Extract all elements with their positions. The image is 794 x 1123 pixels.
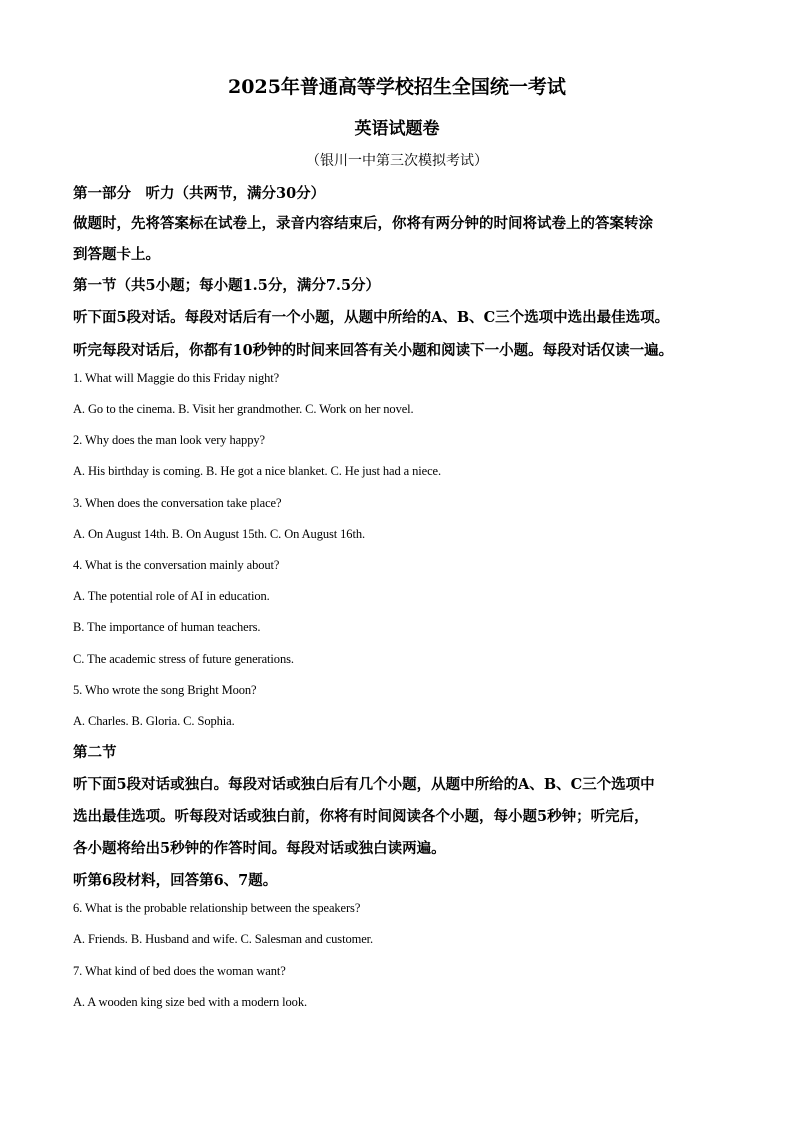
section1-instruction-line1: 听下面5段对话。每段对话后有一个小题，从题中所给的A、B、C三个选项中选出最佳选项。 — [73, 309, 670, 326]
section2-heading: 第二节 — [73, 744, 117, 761]
school-note: （银川一中第三次模拟考试） — [306, 153, 488, 169]
question-1-options: A. Go to the cinema. B. Visit her grandmother. C. Work on her novel. — [73, 402, 414, 416]
part1-instruction-line2: 到答题卡上。 — [73, 246, 160, 263]
exam-subtitle: 英语试题卷 — [354, 119, 440, 139]
exam-title: 2025年普通高等学校招生全国统一考试 — [228, 76, 566, 98]
question-3: 3. When does the conversation take place? — [73, 496, 282, 510]
question-4-option-a: A. The potential role of AI in education. — [73, 589, 270, 603]
part1-instruction-line1: 做题时，先将答案标在试卷上，录音内容结束后，你将有两分钟的时间将试卷上的答案转涂 — [73, 215, 653, 232]
section1-heading: 第一节（共5小题；每小题1.5分，满分7.5分） — [73, 277, 381, 294]
question-4-option-b: B. The importance of human teachers. — [73, 620, 261, 634]
question-2-options: A. His birthday is coming. B. He got a nice blanket. C. He just had a niece. — [73, 464, 442, 478]
question-3-options: A. On August 14th. B. On August 15th. C. On August 16th. — [73, 527, 366, 541]
part1-heading: 第一部分 听力（共两节，满分30分） — [73, 185, 326, 202]
question-2: 2. Why does the man look very happy? — [73, 433, 265, 447]
question-5-options: A. Charles. B. Gloria. C. Sophia. — [73, 714, 235, 728]
section2-instruction-line1: 听下面5段对话或独白。每段对话或独白后有几个小题，从题中所给的A、B、C三个选项中 — [73, 776, 655, 793]
section2-instruction-line3: 各小题将给出5秒钟的作答时间。每段对话或独白读两遍。 — [73, 840, 446, 857]
question-4-option-c: C. The academic stress of future generations. — [73, 652, 294, 666]
question-4: 4. What is the conversation mainly about? — [73, 558, 280, 572]
material-6-heading: 听第6段材料，回答第6、7题。 — [73, 872, 278, 889]
question-6: 6. What is the probable relationship between the speakers? — [73, 901, 361, 915]
question-5: 5. Who wrote the song Bright Moon? — [73, 683, 257, 697]
question-1: 1. What will Maggie do this Friday night? — [73, 371, 280, 385]
section1-instruction-line2: 听完每段对话后，你都有10秒钟的时间来回答有关小题和阅读下一小题。每段对话仅读一遍。 — [73, 342, 674, 359]
section2-instruction-line2: 选出最佳选项。听每段对话或独白前，你将有时间阅读各个小题，每小题5秒钟；听完后， — [73, 808, 649, 825]
question-7-option-a: A. A wooden king size bed with a modern look. — [73, 995, 308, 1009]
question-6-options: A. Friends. B. Husband and wife. C. Salesman and customer. — [73, 932, 374, 946]
question-7: 7. What kind of bed does the woman want? — [73, 964, 286, 978]
